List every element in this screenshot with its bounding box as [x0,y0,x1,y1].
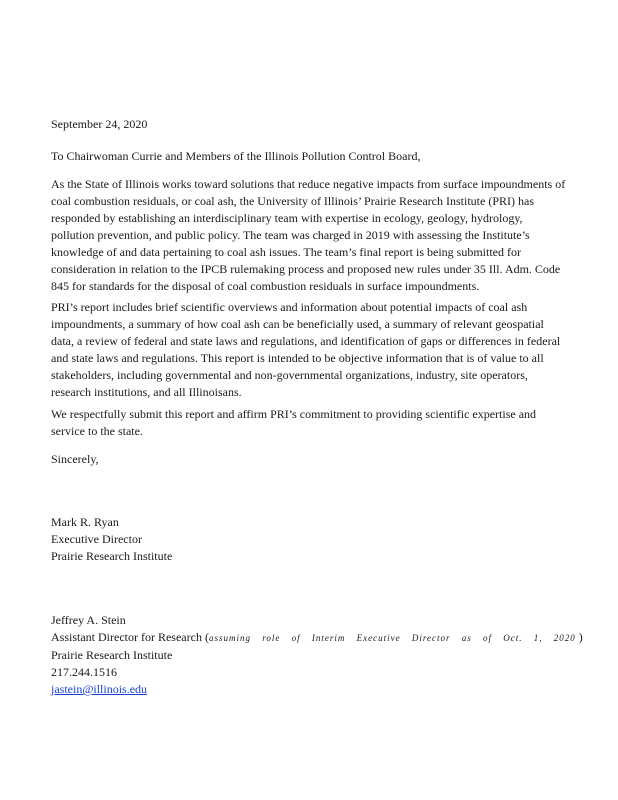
signatory-title: Assistant Director for Research [51,630,202,644]
signatory-title: Executive Director [51,532,142,546]
letter-date: September 24, 2020 [51,117,148,131]
signatory-name: Jeffrey A. Stein [51,613,126,627]
salutation: To Chairwoman Currie and Members of the Illinois Pollution Control Board, [51,149,421,163]
body-paragraph-3: We respectfully submit this report and affirm PRI’s commitment to providing scientific expertise and service to the state. [51,407,537,438]
signature-block-stein [51,612,583,698]
signatory-org: Prairie Research Institute [51,648,173,662]
signatory-title-line: Assistant Director for Research (assuming role of Interim Executive Director as of Oct. 1, 2020 ) [51,630,583,644]
signatory-name: Mark R. Ryan [51,515,119,529]
title-note: assuming role of Interim Executive Director as of Oct. 1, 2020 [208,633,576,643]
signatory-org: Prairie Research Institute [51,549,173,563]
body-paragraph-2: PRI’s report includes brief scientific overviews and information about potential impacts of coal ash impoundments, a summary of how coal ash can be beneficially used, a summary of relevant geospatial data, a review of federal and state laws and regulations, and identification of gaps or differences in federal and state laws and regulations. This report is intended to be objective information that is of value to all stakeholders, including governmental and non-governmental organizations, industry, site operators, research institutions, and all Illinoisans. [51,300,561,399]
closing: Sincerely, [51,452,99,466]
signatory-email-link[interactable]: jastein@illinois.edu [51,682,148,696]
body-paragraph-1: As the State of Illinois works toward solutions that reduce negative impacts from surface impoundments of coal combustion residuals, or coal ash, the University of Illinois’ Prairie Research Institute (PRI) has responded by establishing an interdisciplinary team with expertise in ecology, geology, hydrology, pollution prevention, and public policy. The team was charged in 2019 with assessing the Institute’s knowledge of and data pertaining to coal ash issues. The team’s final report is being submitted for consideration in relation to the IPCB rulemaking process and proposed new rules under 35 Ill. Adm. Code 845 for standards for the disposal of coal combustion residuals in surface impoundments. [51,177,566,293]
signatory-phone: 217.244.1516 [51,665,117,679]
signature-block-ryan [51,514,172,565]
